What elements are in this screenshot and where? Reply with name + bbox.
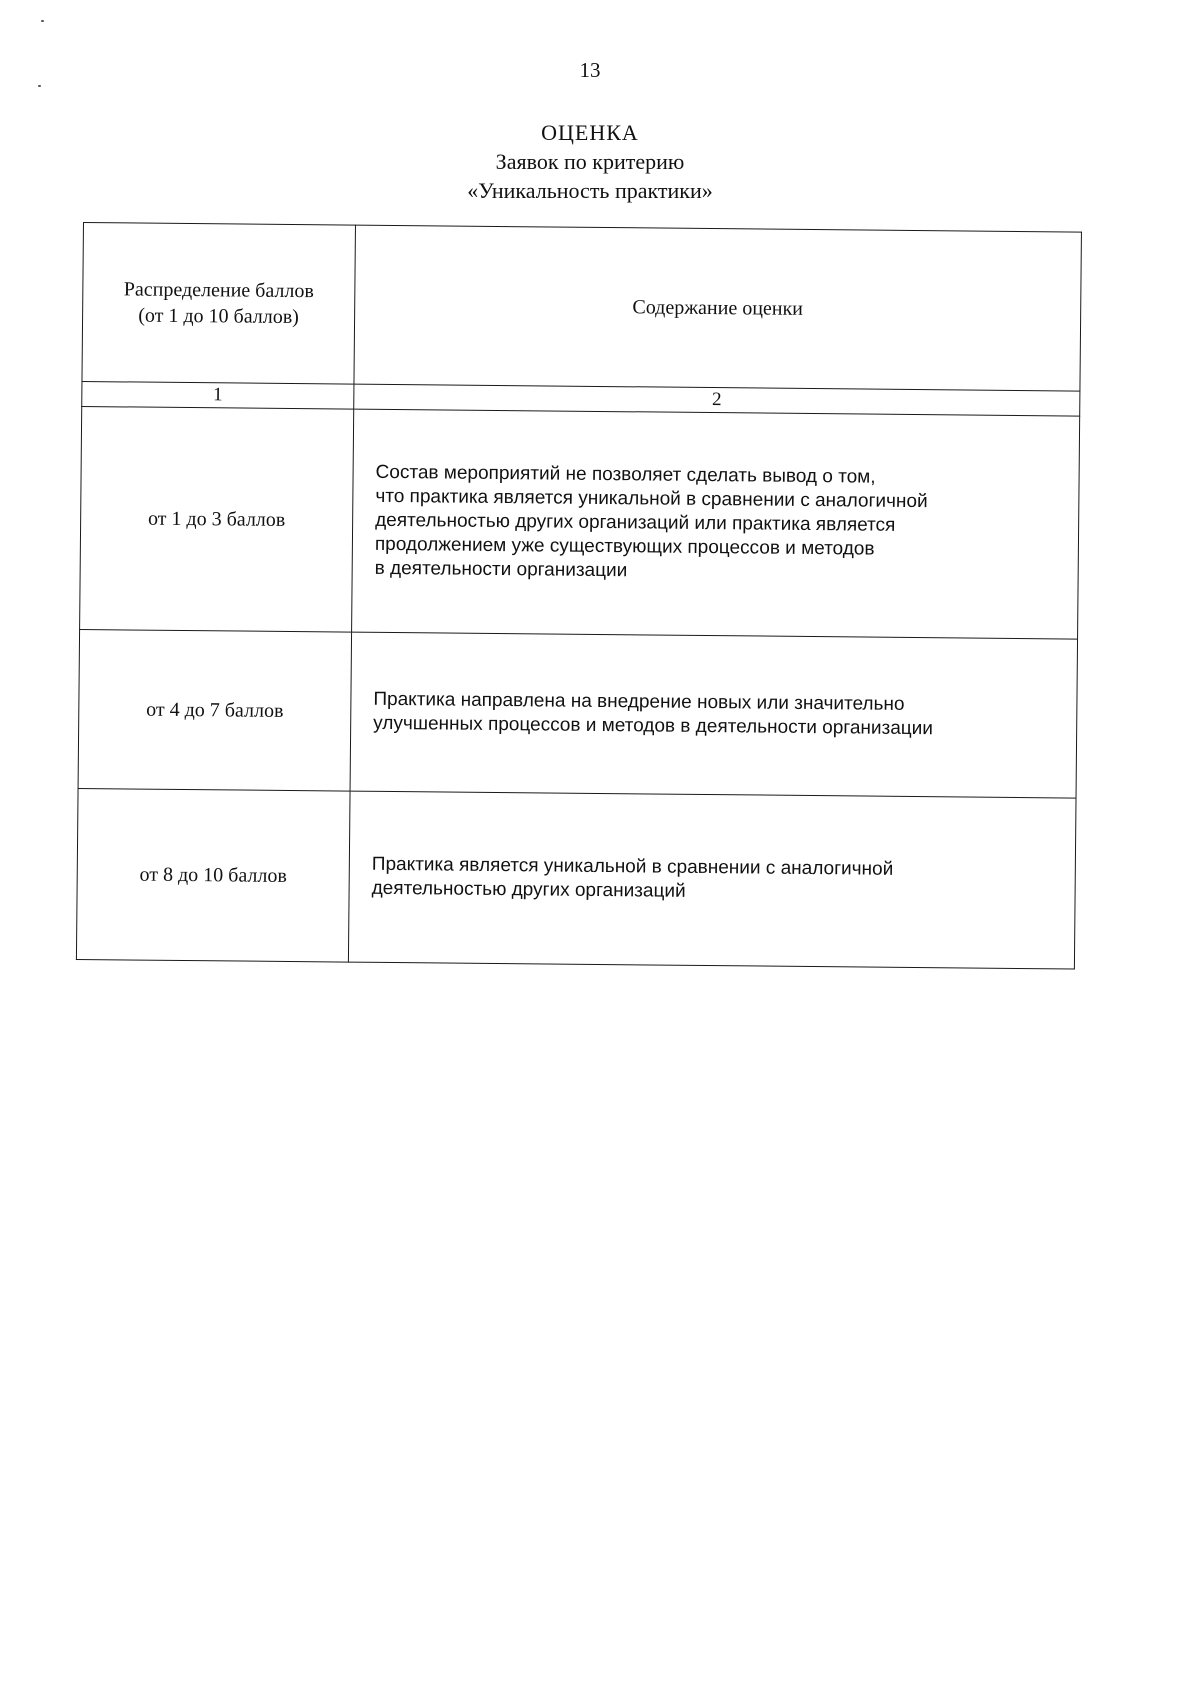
header-evaluation-content: Содержание оценки: [354, 225, 1081, 391]
description-cell: [350, 632, 1077, 798]
heading-criterion: «Уникальность практики»: [467, 178, 713, 203]
description-line: Практика является уникальной в сравнении с аналогичной: [371, 853, 894, 880]
table-row: [76, 788, 1076, 969]
description-line: что практика является уникальной в сравнении с аналогичной: [375, 485, 928, 513]
description-line: в деятельности организации: [374, 557, 628, 582]
description-line: Состав мероприятий не позволяет сделать вывод о том,: [375, 461, 876, 488]
description-line: продолжением уже существующих процессов и методов: [374, 533, 875, 560]
column-number-2: 2: [354, 384, 1080, 416]
header-score-line2: (от 1 до 10 баллов): [138, 304, 299, 329]
heading-subtitle: Заявок по критерию: [495, 149, 685, 174]
evaluation-table-wrapper: [76, 222, 1081, 970]
scan-artifact: [38, 85, 41, 87]
score-range-cell: от 4 до 7 баллов: [78, 629, 352, 791]
heading-title: ОЦЕНКА: [541, 120, 639, 145]
table-row: [78, 629, 1077, 798]
header-score-line1: Распределение баллов: [123, 278, 314, 303]
table-row: [80, 406, 1080, 639]
evaluation-table: [76, 222, 1082, 970]
description-line: Практика направлена на внедрение новых или значительно: [373, 688, 905, 715]
scan-artifact: [41, 20, 44, 22]
score-range-cell: от 8 до 10 баллов: [76, 788, 350, 962]
score-range-cell: от 1 до 3 баллов: [80, 406, 354, 632]
description-cell: [352, 409, 1080, 639]
table-header-row: [82, 223, 1081, 392]
description-cell: [348, 791, 1076, 969]
header-score-distribution: [82, 223, 356, 385]
document-heading: [0, 118, 1180, 205]
column-number-1: 1: [82, 381, 354, 409]
description-line: деятельностью других организаций: [371, 877, 686, 902]
description-line: деятельностью других организаций или практика является: [375, 509, 896, 536]
description-line: улучшенных процессов и методов в деятельности организации: [373, 712, 934, 740]
page-number: 13: [579, 58, 601, 82]
